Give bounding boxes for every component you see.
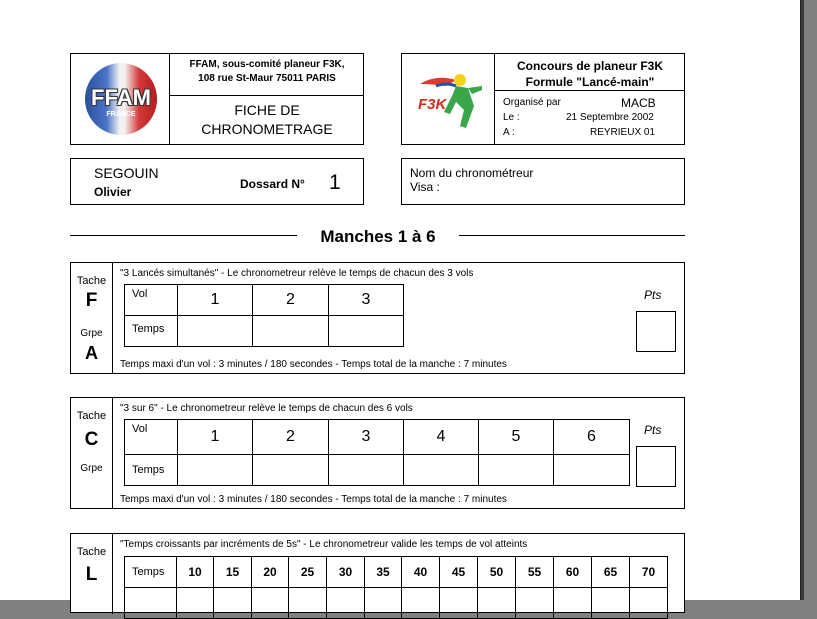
validation-cell[interactable] — [592, 588, 630, 619]
time-entry-cell[interactable] — [554, 455, 630, 486]
validation-cell[interactable] — [214, 588, 252, 619]
org-address-line1: FFAM, sous-comité planeur F3K, — [189, 59, 345, 70]
temps-label: Temps — [125, 316, 178, 347]
tache-label: Tache — [76, 410, 107, 422]
tache-label: Tache — [76, 275, 107, 287]
task-footer-note: Temps maxi d'un vol : 3 minutes / 180 secondes - Temps total de la manche : 7 minutes — [120, 359, 507, 370]
validation-cell[interactable] — [125, 588, 177, 619]
ffam-logo-text: FFAM — [91, 85, 151, 110]
flight-number: 1 — [178, 285, 253, 316]
increment-value: 35 — [365, 557, 402, 588]
increment-value: 20 — [252, 557, 289, 588]
increment-value: 40 — [402, 557, 440, 588]
date-label: Le : — [503, 112, 520, 123]
flight-number: 4 — [404, 420, 479, 455]
flight-number: 1 — [178, 420, 253, 455]
contest-title-line2: Formule "Lancé-main" — [525, 75, 655, 89]
doc-title-line1: FICHE DE — [234, 102, 300, 118]
increment-value: 10 — [177, 557, 214, 588]
validation-cell[interactable] — [289, 588, 327, 619]
pilot-box — [70, 158, 364, 205]
points-label: Pts — [644, 288, 662, 302]
points-entry-box[interactable] — [636, 446, 676, 487]
task-label-divider — [112, 398, 113, 508]
timekeeper-box — [401, 158, 685, 205]
validation-cell[interactable] — [440, 588, 478, 619]
doc-title-line2: CHRONOMETRAGE — [201, 121, 333, 137]
validation-cell[interactable] — [252, 588, 289, 619]
time-entry-cell[interactable] — [479, 455, 554, 486]
ffam-logo-subtext: FRANCE — [106, 111, 136, 118]
visa-label: Visa : — [410, 180, 440, 194]
dossard-number: 1 — [329, 171, 341, 194]
pilot-first-name: Olivier — [94, 185, 132, 199]
increment-value: 15 — [214, 557, 252, 588]
task-block-f — [70, 262, 685, 374]
tache-value: C — [84, 429, 99, 450]
task-description: "3 sur 6" - Le chronometreur relève le temps de chacun des 6 vols — [120, 403, 413, 414]
organise-label: Organisé par — [503, 97, 561, 108]
validation-cell[interactable] — [402, 588, 440, 619]
f3k-logo — [416, 66, 488, 132]
dossard-label: Dossard N° — [240, 177, 305, 191]
increment-value: 50 — [478, 557, 516, 588]
flight-number: 2 — [253, 285, 329, 316]
flight-times-table — [124, 419, 630, 486]
date-value: 21 Septembre 2002 — [566, 112, 654, 123]
increment-value: 65 — [592, 557, 630, 588]
ffam-logo — [85, 63, 157, 135]
pilot-last-name: SEGOUIN — [94, 165, 159, 181]
task-block-c — [70, 397, 685, 509]
increment-value: 70 — [630, 557, 668, 588]
time-entry-cell[interactable] — [178, 455, 253, 486]
increment-value: 30 — [327, 557, 365, 588]
flight-number: 3 — [329, 285, 404, 316]
time-entry-cell[interactable] — [253, 455, 329, 486]
validation-cell[interactable] — [516, 588, 554, 619]
contest-header-box — [401, 53, 685, 145]
task-label-divider — [112, 263, 113, 373]
grpe-label: Grpe — [80, 463, 103, 474]
time-entry-cell[interactable] — [404, 455, 479, 486]
flight-number: 5 — [479, 420, 554, 455]
place-value: REYRIEUX 01 — [590, 127, 656, 138]
validation-cell[interactable] — [327, 588, 365, 619]
time-entry-cell[interactable] — [178, 316, 253, 347]
place-label: A : — [503, 127, 515, 138]
validation-cell[interactable] — [177, 588, 214, 619]
validation-cell[interactable] — [478, 588, 516, 619]
grpe-value: A — [85, 343, 98, 363]
task-footer-note: Temps maxi d'un vol : 3 minutes / 180 secondes - Temps total de la manche : 7 minutes — [120, 494, 507, 505]
validation-cell[interactable] — [365, 588, 402, 619]
grpe-label: Grpe — [80, 328, 103, 339]
header-divider — [494, 90, 684, 91]
task-description: "3 Lancés simultanés" - Le chronometreur relève le temps de chacun des 3 vols — [120, 268, 474, 279]
increment-value: 55 — [516, 557, 554, 588]
organizer-header-box — [70, 53, 364, 145]
header-divider — [169, 95, 363, 96]
increment-value: 45 — [440, 557, 478, 588]
tache-value: L — [85, 564, 98, 585]
flight-number: 6 — [554, 420, 630, 455]
increment-value: 25 — [289, 557, 327, 588]
section-rule-left — [70, 235, 297, 236]
points-entry-box[interactable] — [636, 311, 676, 352]
vol-label: Vol — [125, 285, 178, 316]
section-title: Manches 1 à 6 — [320, 227, 436, 246]
tache-label: Tache — [76, 546, 107, 558]
time-entry-cell[interactable] — [329, 316, 404, 347]
vol-label: Vol — [125, 420, 178, 455]
task-description: "Temps croissants par incréments de 5s" - Le chronometreur valide les temps de vol atteints — [120, 539, 528, 550]
time-entry-cell[interactable] — [253, 316, 329, 347]
increment-times-table — [124, 556, 668, 619]
flight-times-table — [124, 284, 404, 347]
contest-title-line1: Concours de planeur F3K — [516, 59, 664, 73]
increment-value: 60 — [554, 557, 592, 588]
validation-cell[interactable] — [630, 588, 668, 619]
validation-cell[interactable] — [554, 588, 592, 619]
flight-number: 2 — [253, 420, 329, 455]
points-label: Pts — [644, 423, 662, 437]
task-label-divider — [112, 534, 113, 614]
f3k-logo-text: F3K — [418, 96, 447, 113]
organise-value: MACB — [621, 96, 656, 110]
org-address-line2: 108 rue St-Maur 75011 PARIS — [198, 73, 336, 84]
tache-value: F — [85, 290, 98, 311]
temps-label: Temps — [125, 557, 177, 588]
task-block-l — [70, 533, 685, 613]
temps-label: Temps — [125, 455, 178, 486]
time-entry-cell[interactable] — [329, 455, 404, 486]
timekeeper-name-label: Nom du chronométreur — [410, 166, 534, 180]
section-rule-right — [459, 235, 685, 236]
flight-number: 3 — [329, 420, 404, 455]
